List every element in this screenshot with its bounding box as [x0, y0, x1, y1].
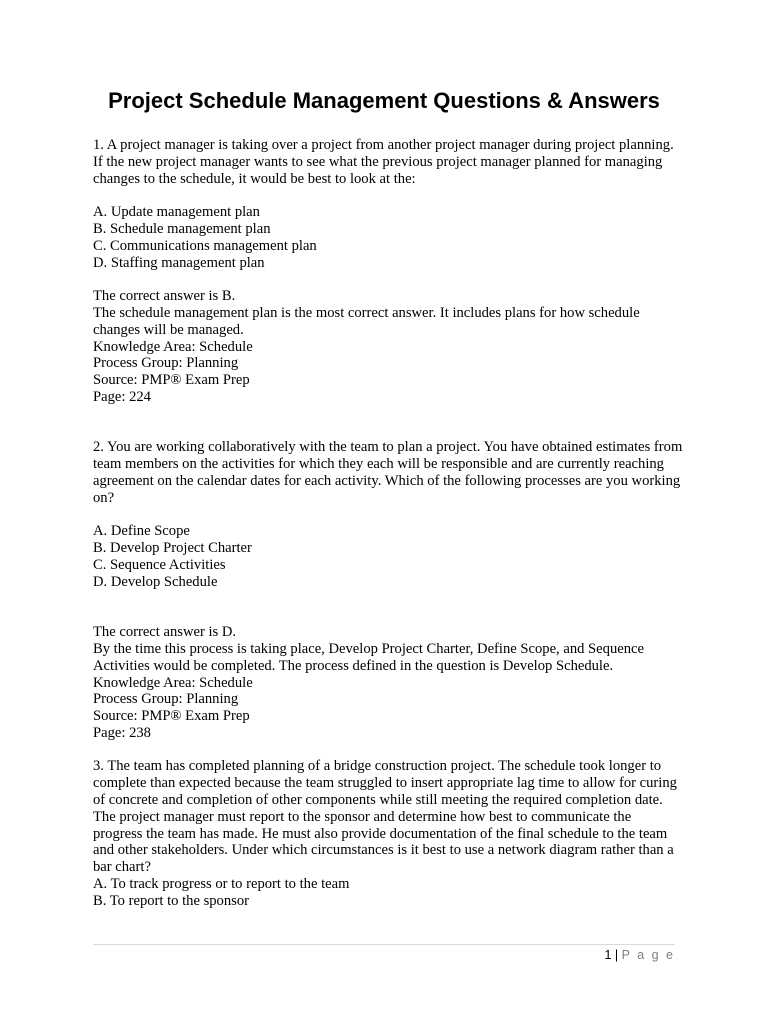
question-text: 2. You are working collaboratively with the team to plan a project. You have obtained estimates from team members on the activities for which they each will be responsible and are currently reaching agreement on the calendar dates for each activity. Which of the following processes are you working on? [93, 439, 683, 506]
page-footer [604, 947, 675, 963]
answer-explanation: The schedule management plan is the most correct answer. It includes plans for how schedule changes will be managed. [93, 304, 640, 338]
correct-answer: The correct answer is B. [93, 288, 236, 305]
page-title: Project Schedule Management Questions & Answers [108, 88, 660, 113]
source: Source: PMP® Exam Prep [93, 708, 250, 725]
option-d: D. Develop Schedule [93, 573, 218, 590]
question-text: 1. A project manager is taking over a project from another project manager during project planning. If the new project manager wants to see what the previous project manager planned for managing changes to the schedule, it would be best to look at the: [93, 137, 674, 187]
footer-divider [93, 944, 675, 945]
correct-answer: The correct answer is D. [93, 624, 237, 641]
answer-explanation: By the time this process is taking place, Develop Project Charter, Define Scope, and Sequence Activities would be completed. The process defined in the question is Develop Schedule. [93, 640, 644, 674]
process-group: Process Group: Planning [93, 691, 239, 708]
page-reference: Page: 238 [93, 724, 151, 741]
option-c: C. Sequence Activities [93, 556, 226, 573]
page-number: 1 [604, 948, 612, 962]
option-a: A. Define Scope [93, 523, 190, 540]
question-text: 3. The team has completed planning of a bridge construction project. The schedule took longer to complete than expected because the team struggled to insert appropriate lag time to allow for curing of concrete and completion of other components while still meeting the required completion date. The project manager must report to the sponsor and determine how best to communicate the progress the team has made. He must also provide documentation of the final schedule to the team and other stakeholders. Under which circumstances is it best to use a network diagram rather than a bar chart? [93, 758, 677, 876]
option-a: A. To track progress or to report to the team [93, 876, 350, 893]
document-body [93, 137, 683, 910]
question-2 [93, 439, 683, 741]
option-b: B. Schedule management plan [93, 220, 271, 237]
option-b: B. To report to the sponsor [93, 892, 249, 909]
knowledge-area: Knowledge Area: Schedule [93, 338, 253, 355]
option-a: A. Update management plan [93, 204, 260, 221]
footer-separator: | [614, 948, 619, 962]
page-label: P a g e [621, 948, 675, 962]
option-c: C. Communications management plan [93, 237, 317, 254]
option-d: D. Staffing management plan [93, 254, 265, 271]
process-group: Process Group: Planning [93, 355, 239, 372]
source: Source: PMP® Exam Prep [93, 372, 250, 389]
page-reference: Page: 224 [93, 388, 151, 405]
question-3 [93, 758, 683, 909]
option-b: B. Develop Project Charter [93, 540, 252, 557]
knowledge-area: Knowledge Area: Schedule [93, 674, 253, 691]
question-1 [93, 137, 683, 406]
